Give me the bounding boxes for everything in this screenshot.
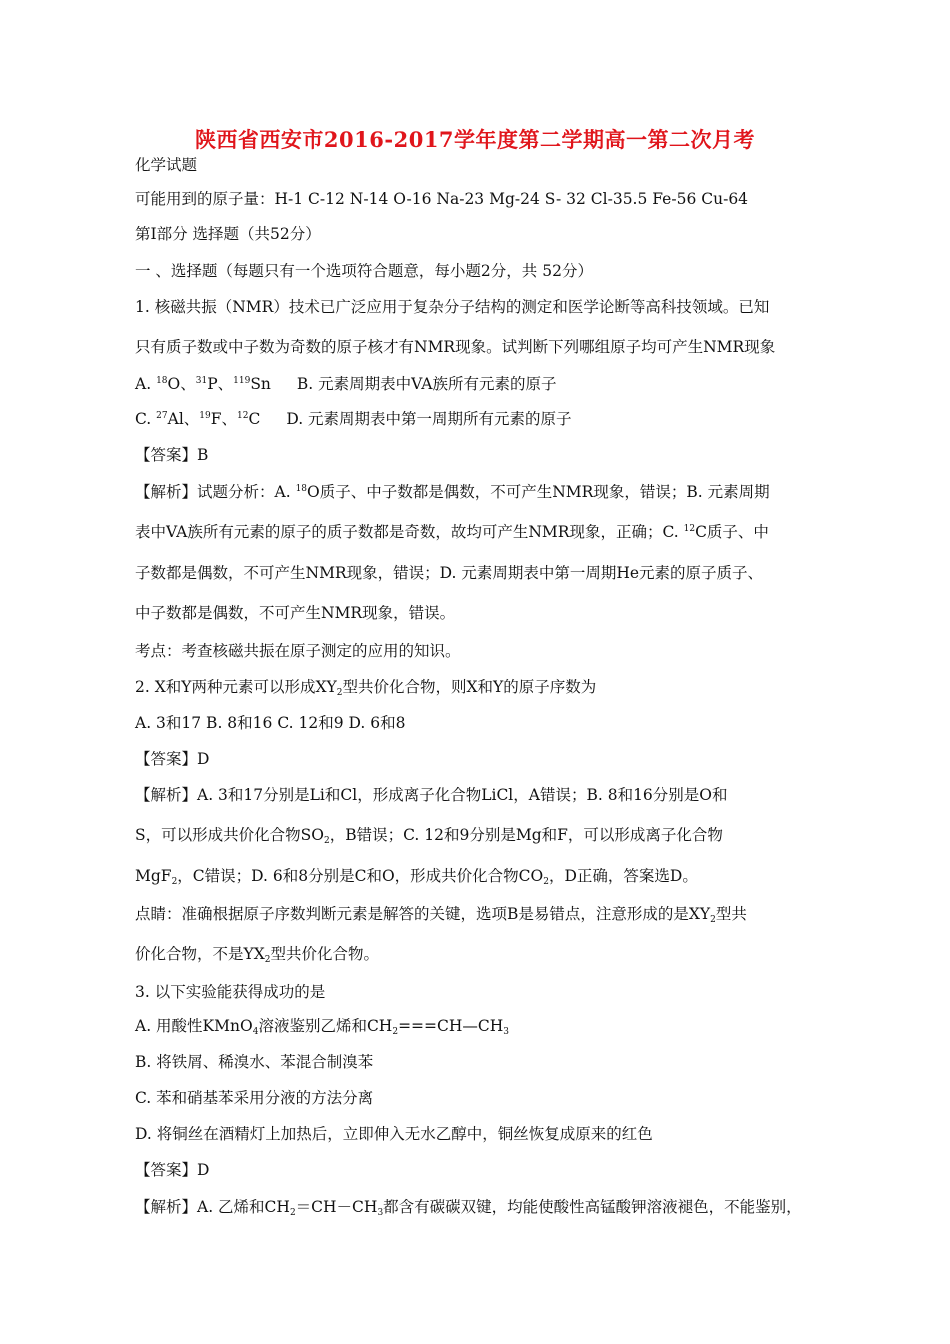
q3-option-d: D. 将铜丝在酒精灯上加热后，立即伸入无水乙醇中，铜丝恢复成原来的红色 [135,1125,653,1143]
q1-options-ab [135,374,557,394]
q2-dianjing-line1: 点睛：准确根据原子序数判断元素是解答的关键，选项B是易错点，注意形成的是$XY_2$型共 [135,905,747,925]
q1-option-d: D. 元素周期表中第一周期所有元素的原子 [286,410,572,428]
q1-stem-line1: 1. 核磁共振（NMR）技术已广泛应用于复杂分子结构的测定和医学论断等高科技领域。已知 [135,298,770,316]
q1-analysis-line2: 表中VA族所有元素的原子的质子数都是奇数，故均可产生NMR现象，正确；C. $^{12}$C质子、中 [135,523,769,541]
q3-option-a: A. 用酸性KMnO$_4$溶液鉴别乙烯和$CH_2===CH—CH_3$ [135,1017,510,1037]
q1-option-a: A. $^{18}$O、$^{31}$P、$^{119}$Sn [135,375,271,393]
q2-options: A. 3和17 B. 8和16 C. 12和9 D. 6和8 [135,714,406,732]
q1-options-cd [135,409,572,429]
q3-option-c: C. 苯和硝基苯采用分液的方法分离 [135,1089,374,1107]
q3-option-b: B. 将铁屑、稀溴水、苯混合制溴苯 [135,1053,374,1071]
q1-answer: 【答案】B [135,446,209,464]
part-heading: 第Ⅰ部分 选择题（共52分） [135,225,321,243]
q2-dianjing-line2: 价化合物，不是$YX_2$型共价化合物。 [135,945,380,965]
q1-option-c: C. $^{27}$Al、$^{19}$F、$^{12}$C [135,410,261,428]
q1-stem-line2: 只有质子数或中子数为奇数的原子核才有NMR现象。试判断下列哪组原子均可产生NMR现象 [135,338,776,356]
document-title: 陕西省西安市2016-2017学年度第二学期高一第二次月考 [194,127,756,152]
section-heading: 一 、选择题（每题只有一个选项符合题意，每小题2分，共 52分） [135,262,593,280]
q2-analysis-line1: 【解析】A. 3和17分别是Li和Cl，形成离子化合物LiCl，A错误；B. 8和16分别是O和 [135,786,728,804]
q3-stem: 3. 以下实验能获得成功的是 [135,983,326,1001]
atomic-masses-line: 可能用到的原子量：H-1 C-12 N-14 O-16 Na-23 Mg-24 S- 32 Cl-35.5 Fe-56 Cu-64 [135,190,749,208]
q2-analysis-line2: S，可以形成共价化合物$SO_2$，B错误；C. 12和9分别是Mg和F，可以形成离子化合物 [135,826,723,846]
q3-answer: 【答案】D [135,1161,210,1179]
q1-analysis-line1: 【解析】试题分析：A. $^{18}$O质子、中子数都是偶数，不可产生NMR现象，错误；B. 元素周期 [135,483,770,501]
q2-answer: 【答案】D [135,750,210,768]
q2-analysis-line3: MgF$_2$，C错误；D. 6和8分别是C和O，形成共价化合物$CO_2$，D正确，答案选D。 [135,867,698,887]
q2-stem: 2. X和Y两种元素可以形成$XY_2$型共价化合物，则X和Y的原子序数为 [135,678,597,698]
q1-kaodian: 考点：考查核磁共振在原子测定的应用的知识。 [135,642,461,660]
subject-line: 化学试题 [135,156,198,174]
q1-option-b: B. 元素周期表中VA族所有元素的原子 [296,375,557,393]
q1-analysis-line3: 子数都是偶数，不可产生NMR现象，错误；D. 元素周期表中第一周期He元素的原子质子、 [135,564,764,582]
q1-analysis-line4: 中子数都是偶数，不可产生NMR现象，错误。 [135,604,456,622]
q3-analysis-line1: 【解析】A. 乙烯和$CH_2=CH-CH_3$都含有碳碳双键，均能使酸性高锰酸钾溶液褪色，不能鉴别， [135,1198,802,1218]
